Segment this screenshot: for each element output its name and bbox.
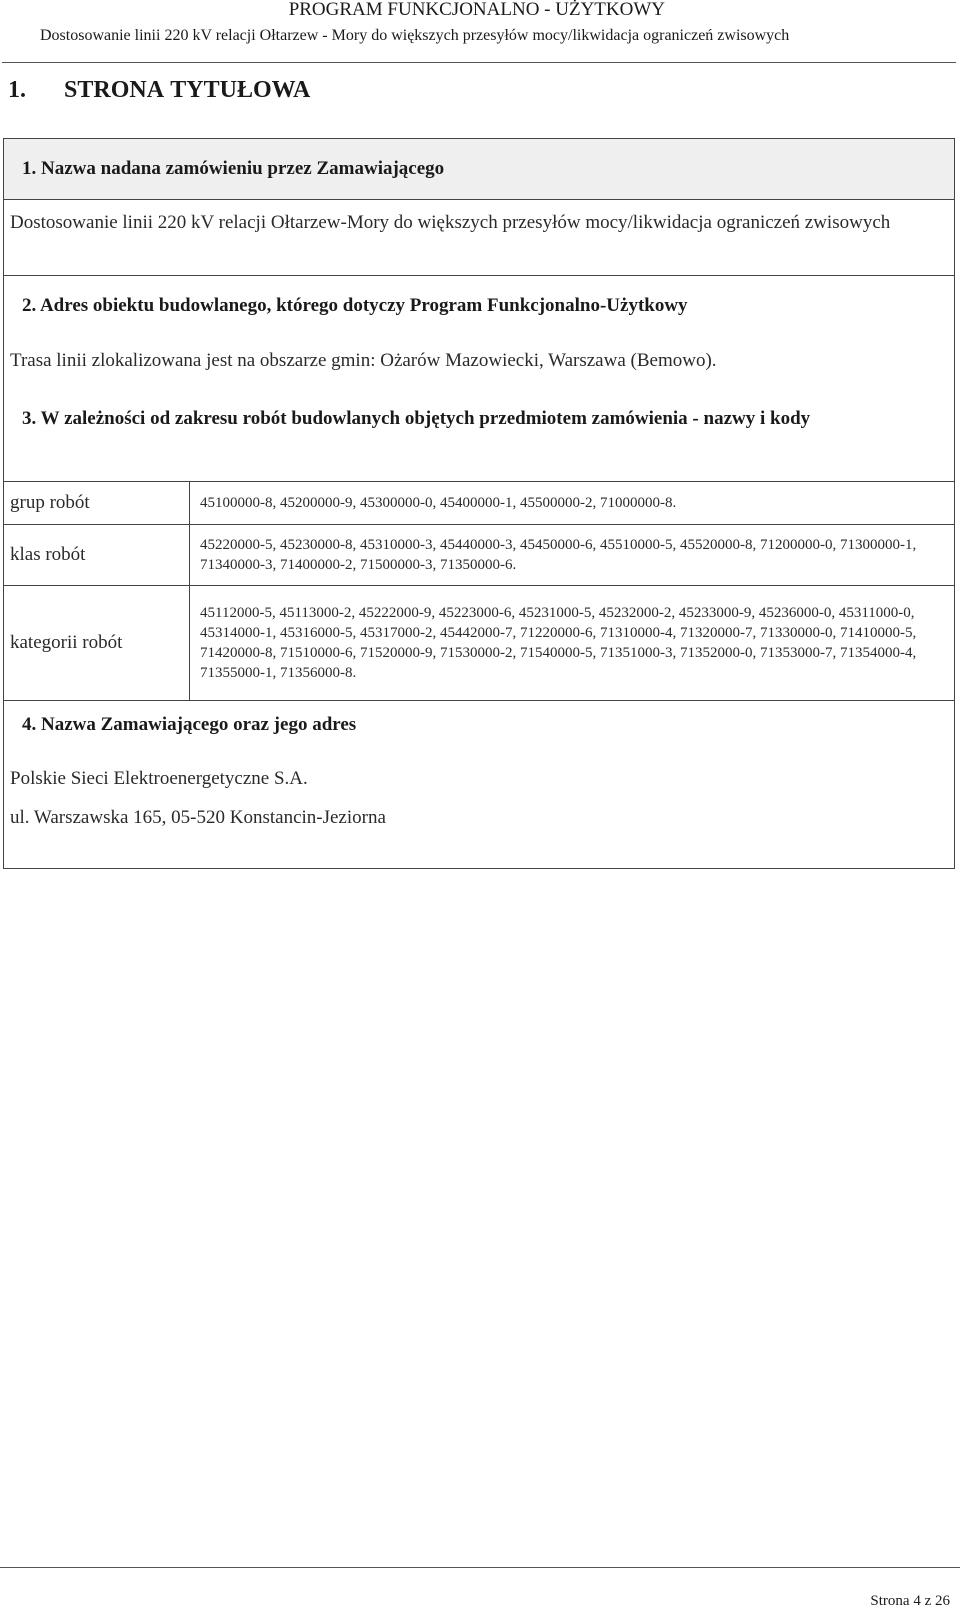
codes-label-categories: kategorii robót: [4, 586, 190, 701]
customer-address: ul. Warszawska 165, 05-520 Konstancin-Jeziorna: [10, 807, 386, 828]
header-project-title: Dostosowanie linii 220 kV relacji Ołtarzew - Mory do większych przesyłów mocy/likwidacja ograniczeń zwisowych: [40, 27, 790, 44]
item-4-title: 4. Nazwa Zamawiającego oraz jego adres: [22, 714, 357, 735]
section-title-text: STRONA TYTUŁOWA: [64, 77, 311, 103]
item-1-divider: [4, 275, 954, 276]
codes-value-categories: 45112000-5, 45113000-2, 45222000-9, 45223000-6, 45231000-5, 45232000-2, 45233000-9, 45236000-0, 45311000-0, 45314000-1, 45316000-5, 45317000-2, 45442000-7, 71220000-6, 71310000-4, 71320000-7, 71330000-0, 71410000-5, 71420000-8, 71510000-6, 71520000-9, 71530000-2, 71540000-5, 71351000-3, 71352000-0, 71353000-7, 71354000-4, 71355000-1, 71356000-8.: [190, 586, 955, 701]
item-2-title: 2. Adres obiektu budowlanego, którego dotyczy Program Funkcjonalno-Użytkowy: [22, 295, 688, 316]
item-3-title: 3. W zależności od zakresu robót budowlanych objętych przedmiotem zamówienia - nazwy i kody: [22, 408, 811, 429]
item-2-text: Trasa linii zlokalizowana jest na obszarze gmin: Ożarów Mazowiecki, Warszawa (Bemowo).: [10, 350, 717, 371]
table-row: [4, 482, 954, 525]
table-row: [4, 525, 954, 586]
table-bottom-divider: [4, 700, 954, 701]
footer-divider: [0, 1567, 960, 1568]
section-title: [8, 75, 310, 105]
page-number: Strona 4 z 26: [870, 1593, 950, 1609]
table-row: [4, 586, 954, 701]
item-1-title: 1. Nazwa nadana zamówieniu przez Zamawiającego: [22, 158, 445, 179]
header-program-title: PROGRAM FUNKCJONALNO - UŻYTKOWY: [288, 0, 665, 20]
codes-value-classes: 45220000-5, 45230000-8, 45310000-3, 45440000-3, 45450000-6, 45510000-5, 45520000-8, 71200000-0, 71300000-1, 71340000-3, 71400000-2, 71500000-3, 71350000-6.: [190, 525, 955, 586]
codes-table: [4, 481, 954, 701]
codes-value-groups: 45100000-8, 45200000-9, 45300000-0, 45400000-1, 45500000-2, 71000000-8.: [190, 482, 955, 525]
item-1-text: Dostosowanie linii 220 kV relacji Ołtarzew-Mory do większych przesyłów mocy/likwidacja ograniczeń zwisowych: [10, 212, 891, 233]
customer-name: Polskie Sieci Elektroenergetyczne S.A.: [10, 768, 308, 789]
section-number: 1.: [8, 77, 26, 103]
codes-label-groups: grup robót: [4, 482, 190, 525]
header-divider: [2, 62, 956, 63]
title-page-box: [3, 138, 955, 869]
codes-label-classes: klas robót: [4, 525, 190, 586]
